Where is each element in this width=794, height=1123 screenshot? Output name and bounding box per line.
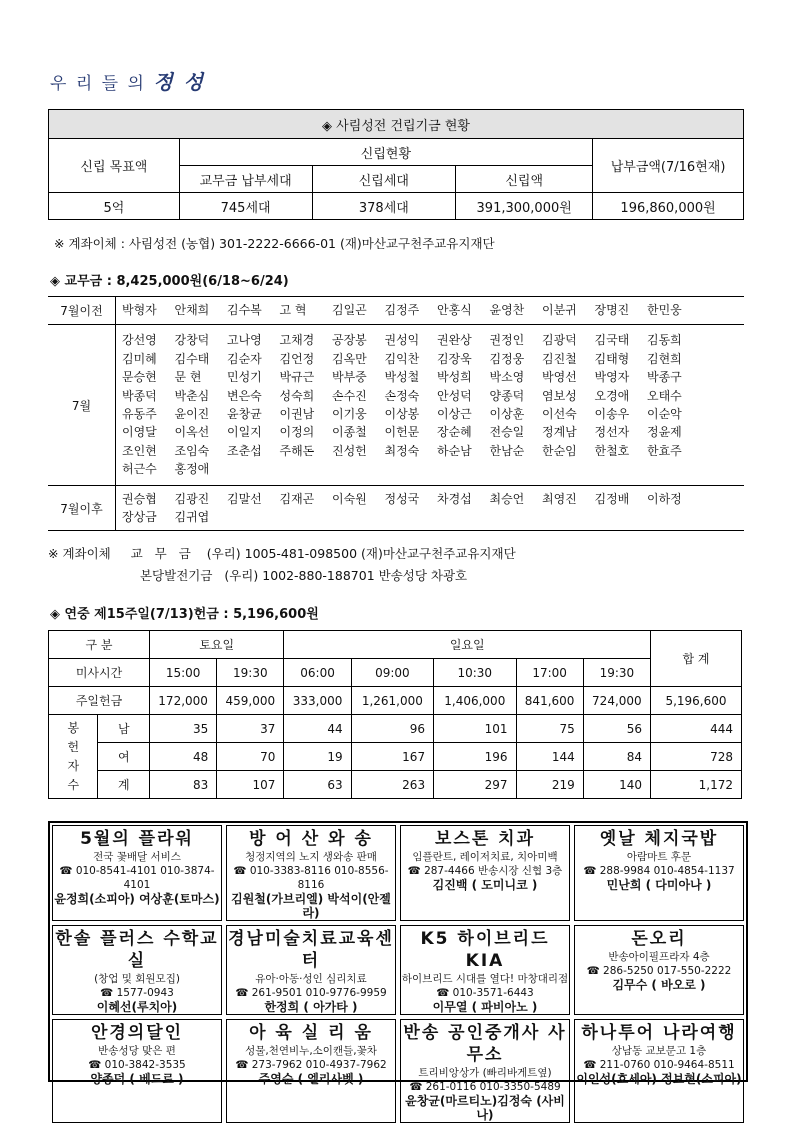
male-cell: 56 [583,715,650,743]
member-name: 손수진 [332,388,367,403]
paid-value: 196,860,000원 [593,193,744,220]
goal-header: 신립 목표액 [49,139,180,193]
member-name: 장명진 [594,303,630,318]
sum-label: 계 [98,771,150,799]
cash-cell: 841,600 [516,687,583,715]
member-name: 한남순 [489,443,525,458]
ad-box [400,825,570,921]
member-name: 이정의 [279,425,315,440]
member-name: 민성기 [227,370,262,385]
ad-title: 5월의 플라워 [80,829,194,849]
female-cell: 84 [583,743,650,771]
member-name: 최정숙 [384,443,420,458]
member-name: 권완상 [437,333,472,348]
times-cell: 09:00 [351,659,433,687]
ad-line: 아람마트 후문 [626,851,692,863]
member-name: 김귀엽 [174,510,210,524]
times-cell: 15:00 [150,659,217,687]
ad-title: 방 어 산 와 송 [249,829,373,849]
sum-cell: 1,172 [651,771,742,799]
ad-line: ☎ 286-5250 017-550-2222 [586,965,732,977]
ad-contact: 김무수 ( 바오로 ) [612,978,706,992]
male-cell: 35 [150,715,217,743]
households-value: 745세대 [179,193,312,220]
member-name: 진성헌 [332,443,367,458]
member-name: 양종덕 [489,388,525,403]
female-cell: 728 [651,743,742,771]
member-name: 이분귀 [542,303,577,318]
female-cell: 144 [516,743,583,771]
member-name: 한민웅 [647,303,682,318]
member-name: 문 현 [174,370,202,385]
ad-title: K5 하이브리드 KIA [420,929,550,971]
ad-box [574,825,744,921]
member-name: 이하정 [647,491,682,506]
ad-line: ☎ 273-7962 010-4937-7962 [235,1059,387,1071]
ad-contact: 윤정희(소피아) 여상훈(토마스) [54,892,220,906]
member-name: 박형자 [122,303,157,318]
member-name: 강창덕 [174,333,210,348]
ad-box [52,825,222,921]
member-name: 김동희 [647,333,682,348]
offering-heading: ◈ 연중 제15주일(7/13)헌금 : 5,196,600원 [50,607,319,622]
ad-title: 안경의달인 [90,1023,184,1043]
member-name: 김옥만 [332,351,367,366]
member-name: 이권남 [279,407,315,421]
amount-header: 신립액 [456,166,593,193]
male-cell: 101 [434,715,516,743]
ad-box [574,1019,744,1123]
female-label: 여 [98,743,150,771]
member-name: 장순혜 [437,425,472,440]
cash-cell: 1,406,000 [434,687,516,715]
member-name: 전승일 [489,425,525,440]
ads-grid [48,821,748,1122]
ad-line: ☎ 261-9501 010-9776-9959 [235,987,387,999]
member-name: 이상봉 [384,407,420,421]
member-name: 오경애 [594,388,630,403]
member-name: 허근수 [122,462,157,477]
ad-contact: 김진백 ( 도미니코 ) [432,878,538,892]
ad-title: 반송 공인중개사 사무소 [403,1023,567,1065]
male-cell: 444 [651,715,742,743]
ad-box [574,925,744,1015]
times-cell: 10:30 [434,659,516,687]
cash-cell: 459,000 [217,687,284,715]
member-name: 유동주 [122,407,157,421]
page-title: 우 리 들 의 정 성 [50,70,205,94]
ad-line: ☎ 010-3571-6443 [436,987,534,999]
member-name: 차경섭 [437,491,472,506]
member-name: 김언정 [279,351,315,366]
member-name: 이옥선 [174,425,210,440]
ad-line: ☎ 288-9984 010-4854-1137 [583,865,735,877]
member-name: 한순임 [542,443,577,458]
member-name: 이순악 [647,407,682,421]
member-name: 김현희 [647,351,682,366]
ad-title: 보스톤 치과 [434,829,536,849]
male-cell: 44 [284,715,351,743]
member-name: 김말선 [227,491,262,506]
member-name: 김진철 [542,351,577,366]
ad-box [52,1019,222,1123]
ad-contact: 이혜선(루치아) [96,1000,178,1014]
member-name: 박성희 [437,370,472,385]
member-name: 손정숙 [384,388,420,403]
cash-cell: 724,000 [583,687,650,715]
member-name: 권승협 [122,491,157,506]
member-name: 고나영 [227,333,262,348]
saturday-label: 토요일 [150,631,284,659]
server-label: 봉헌자수 [49,715,98,799]
member-name: 김수태 [174,351,210,366]
member-name: 정선자 [594,425,630,440]
row-label-july: 7월 [48,325,116,486]
ad-title: 아 육 실 리 움 [249,1023,373,1043]
pledged-households-header: 신립세대 [312,166,456,193]
paid-header: 납부금액(7/16현재) [593,139,744,193]
names-before [116,301,744,319]
member-name: 김정주 [384,303,420,318]
ad-contact: 이인성(호세아) 정보현(소피아) [576,1072,742,1086]
member-name: 변은숙 [227,388,262,403]
member-name: 홍정애 [174,462,210,477]
female-cell: 19 [284,743,351,771]
female-cell: 70 [217,743,284,771]
pledged-households-value: 378세대 [312,193,456,220]
member-name: 염보성 [542,388,577,403]
goal-value: 5억 [49,193,180,220]
member-name: 박규근 [279,370,315,385]
member-name: 이숙원 [332,491,367,506]
member-name: 성숙희 [279,388,315,403]
member-name: 이영달 [122,425,157,440]
member-name: 조인현 [122,443,157,458]
member-name: 박영자 [594,370,630,385]
transfer-note: ※ 계좌이체 교 무 금 (우리) 1005-481-098500 (재)마산교구천주교유지재단 본당발전기금 (우리) 1002-880-188701 반송성당 차광호 [48,546,516,583]
member-name: 박영선 [542,370,577,385]
member-name: 조임숙 [174,443,210,458]
male-cell: 96 [351,715,433,743]
ad-contact: 민난희 ( 다미아나 ) [606,878,712,892]
sunday-label: 일요일 [284,631,651,659]
ad-title: 돈오리 [631,929,687,949]
div-label: 구 분 [49,631,150,659]
member-name: 김광진 [174,491,210,506]
member-name: 오태수 [647,388,682,403]
member-name: 이헌문 [384,425,420,440]
member-name: 정성국 [384,491,420,506]
tithe-table [48,296,744,531]
ad-line: (창업 및 회원모집) [94,973,180,985]
ad-line: 반송성당 맞은 편 [98,1045,176,1057]
total-label: 합 계 [651,631,742,687]
member-name: 박성철 [384,370,420,385]
member-name: 이송우 [594,407,630,421]
sum-cell: 297 [434,771,516,799]
member-name: 김수복 [227,303,262,318]
male-cell: 37 [217,715,284,743]
member-name: 김익찬 [384,351,420,366]
ad-line: ☎ 010-3842-3535 [88,1059,186,1071]
ad-title: 옛날 체지국밥 [599,829,719,849]
ad-title: 경남미술치료교육센터 [228,929,394,971]
ad-line: 청정지역의 노지 생와송 판매 [245,851,377,863]
member-name: 강선영 [122,333,157,348]
names-july [116,331,744,478]
building-fund-table [48,109,744,220]
ad-contact: 한정희 ( 아가타 ) [264,1000,358,1014]
member-name: 김순자 [227,351,262,366]
ad-contact: 김원철(가브리엘) 박석이(안젤라) [231,892,391,920]
member-name: 한철호 [594,443,630,458]
amount-value: 391,300,000원 [456,193,593,220]
member-name: 권성익 [384,333,420,348]
ad-line: ☎ 010-8541-4101 010-3874-4101 [59,865,215,891]
female-cell: 196 [434,743,516,771]
row-label-after: 7월이후 [48,486,116,531]
member-name: 윤창균 [227,407,262,421]
ad-line: 임플란트, 레이저치료, 치아미백 [412,851,558,863]
member-name: 박춘심 [174,388,210,403]
member-name: 고 혁 [279,303,307,318]
ad-line: 하이브리드 시대를 열다! 마창대리점 [401,973,569,985]
ad-line: 상남동 교보문고 1층 [611,1045,707,1057]
households-header: 교무금 납부세대 [179,166,312,193]
ad-line: 성물,천연비누,소이캔들,꽃차 [245,1045,377,1057]
ad-contact: 양종덕 ( 베드로 ) [90,1072,184,1086]
member-name: 최영진 [542,491,577,506]
member-name: 박종덕 [122,388,157,403]
female-cell: 167 [351,743,433,771]
member-name: 권정인 [489,333,525,348]
member-name: 박부중 [332,370,367,385]
offering-table [48,630,742,799]
sum-cell: 107 [217,771,284,799]
member-name: 윤영찬 [489,303,525,318]
member-name: 이선숙 [542,407,577,421]
cash-cell: 1,261,000 [351,687,433,715]
sum-cell: 263 [351,771,433,799]
member-name: 이상훈 [489,407,525,421]
ad-box [400,925,570,1015]
names-after [116,490,744,527]
sum-cell: 140 [583,771,650,799]
ad-line: ☎ 211-0760 010-9464-8511 [583,1059,735,1071]
member-name: 조춘섭 [227,443,262,458]
member-name: 주해돈 [279,443,315,458]
ad-contact: 윤창균(마르티노)김정숙 (사비나) [405,1094,565,1122]
member-name: 정윤제 [647,425,682,440]
ad-line: 유아·아동·성인 심리치료 [255,973,367,985]
times-cell: 19:30 [583,659,650,687]
member-name: 김정웅 [489,351,525,366]
member-name: 공장봉 [332,333,367,348]
times-cell: 17:00 [516,659,583,687]
sum-cell: 63 [284,771,351,799]
female-cell: 48 [150,743,217,771]
ad-box [52,925,222,1015]
member-name: 안홍식 [437,303,472,318]
member-name: 김장욱 [437,351,472,366]
member-name: 박소영 [489,370,525,385]
sum-cell: 219 [516,771,583,799]
member-name: 김태형 [594,351,630,366]
member-name: 장상금 [122,510,157,524]
member-name: 김미혜 [122,351,157,366]
account-note: ※ 계좌이체 : 사림성전 (농협) 301-2222-6666-01 (재)마산교구천주교유지재단 [54,236,495,251]
ad-line: ☎ 010-3383-8116 010-8556-8116 [233,865,389,891]
cash-cell: 5,196,600 [651,687,742,715]
ad-box [226,925,396,1015]
ad-title: 한솔 플러스 수학교실 [55,929,219,971]
male-label: 남 [98,715,150,743]
member-name: 이상근 [437,407,472,421]
member-name: 김광덕 [542,333,577,348]
member-name: 이종철 [332,425,367,440]
row-label-before: 7월이전 [48,297,116,325]
times-cell: 19:30 [217,659,284,687]
ad-line: ☎ 261-0116 010-3350-5489 [409,1081,561,1093]
cash-cell: 333,000 [284,687,351,715]
ad-box [226,1019,396,1123]
member-name: 안채희 [174,303,210,318]
ad-line: 트리비앙상가 (빠리바게트옆) [418,1067,552,1079]
member-name: 고채경 [279,333,315,348]
member-name: 한효주 [647,443,682,458]
ad-contact: 이무열 ( 파비아노 ) [432,1000,538,1014]
fund-table-header: ◈ 사림성전 건립기금 현황 [49,110,744,139]
mass-time-label: 미사시간 [49,659,150,687]
male-cell: 75 [516,715,583,743]
ad-title: 하나투어 나라여행 [581,1023,737,1043]
member-name: 김일곤 [332,303,367,318]
member-name: 이일지 [227,425,262,440]
ad-line: 전국 꽃배달 서비스 [93,851,181,863]
member-name: 이기웅 [332,407,367,421]
ad-line: ☎ 287-4466 반송시장 신협 3층 [407,865,563,877]
sum-cell: 83 [150,771,217,799]
member-name: 최승언 [489,491,525,506]
ad-line: ☎ 1577-0943 [100,987,174,999]
ad-contact: 주영순 ( 엘리사벳 ) [258,1072,364,1086]
member-name: 박종구 [647,370,682,385]
cash-label: 주일헌금 [49,687,150,715]
tithe-heading: ◈ 교무금 : 8,425,000원(6/18~6/24) [50,274,289,289]
member-name: 안성덕 [437,388,472,403]
times-cell: 06:00 [284,659,351,687]
member-name: 김재곤 [279,491,315,506]
member-name: 김정배 [594,491,630,506]
member-name: 윤이진 [174,407,210,421]
cash-cell: 172,000 [150,687,217,715]
member-name: 하순남 [437,443,472,458]
member-name: 문승현 [122,370,157,385]
ad-line: 반송아이필프라자 4층 [608,951,710,963]
member-name: 김국태 [594,333,630,348]
ad-box [226,825,396,921]
member-name: 정계남 [542,425,577,440]
status-header: 신립현황 [179,139,592,166]
ad-box [400,1019,570,1123]
